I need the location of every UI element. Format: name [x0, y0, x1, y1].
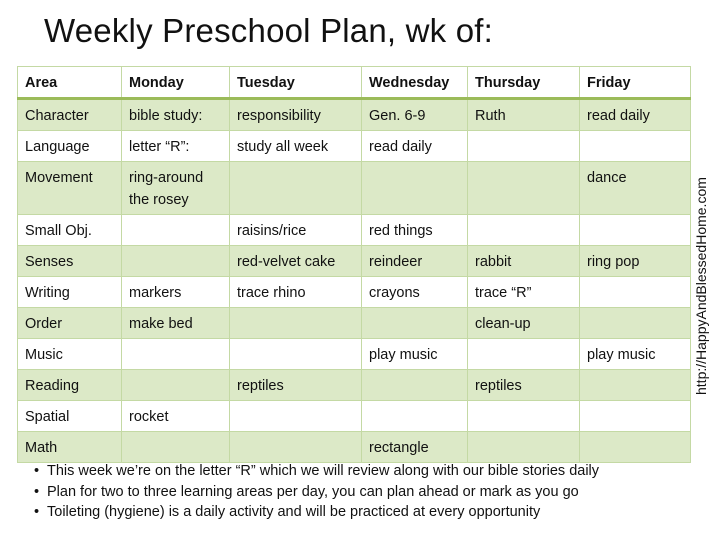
table-row [18, 432, 691, 463]
note-item [34, 461, 599, 482]
plan-cell [230, 401, 362, 432]
plan-cell: make bed [122, 308, 230, 339]
plan-cell: dance [580, 162, 691, 215]
plan-cell: bible study: [122, 99, 230, 131]
plan-cell [230, 308, 362, 339]
column-header: Monday [122, 67, 230, 99]
table-row [18, 99, 691, 131]
note-text: Plan for two to three learning areas per day, you can plan ahead or mark as you go [47, 483, 579, 500]
plan-cell: ring pop [580, 246, 691, 277]
area-cell: Language [18, 131, 122, 162]
plan-cell: crayons [362, 277, 468, 308]
plan-cell [122, 339, 230, 370]
note-text: This week we’re on the letter “R” which we will review along with our bible stories daily [47, 463, 600, 479]
bullet-icon: • [34, 483, 40, 500]
plan-cell [580, 215, 691, 246]
area-cell: Reading [18, 370, 122, 401]
column-header: Wednesday [362, 67, 468, 99]
table-header-row [18, 67, 691, 99]
plan-cell [122, 246, 230, 277]
plan-cell [468, 215, 580, 246]
plan-cell [230, 162, 362, 215]
plan-cell [580, 308, 691, 339]
plan-cell: ring-around the rosey [122, 162, 230, 215]
side-url: http://HappyAndBlessedHome.com [693, 177, 709, 395]
plan-cell: red-velvet cake [230, 246, 362, 277]
plan-cell [230, 339, 362, 370]
plan-cell [468, 162, 580, 215]
plan-cell: rabbit [468, 246, 580, 277]
note-item [34, 502, 599, 523]
area-cell: Movement [18, 162, 122, 215]
note-item [34, 482, 599, 503]
plan-cell: reindeer [362, 246, 468, 277]
plan-cell: trace rhino [230, 277, 362, 308]
plan-cell [122, 215, 230, 246]
bullet-icon: • [34, 504, 40, 520]
column-header: Tuesday [230, 67, 362, 99]
plan-cell [122, 370, 230, 401]
plan-cell: clean-up [468, 308, 580, 339]
plan-cell [122, 432, 230, 463]
plan-cell: letter “R”: [122, 131, 230, 162]
plan-cell: read daily [362, 131, 468, 162]
area-cell: Spatial [18, 401, 122, 432]
area-cell: Character [18, 99, 122, 131]
plan-cell [362, 162, 468, 215]
plan-cell [362, 370, 468, 401]
plan-cell [580, 401, 691, 432]
area-cell: Order [18, 308, 122, 339]
plan-cell [468, 432, 580, 463]
column-header: Friday [580, 67, 691, 99]
table-row [18, 277, 691, 308]
area-cell: Senses [18, 246, 122, 277]
table-row [18, 162, 691, 215]
table-row [18, 401, 691, 432]
plan-cell: markers [122, 277, 230, 308]
area-cell: Math [18, 432, 122, 463]
plan-cell: Gen. 6-9 [362, 99, 468, 131]
table-row [18, 215, 691, 246]
plan-cell: reptiles [468, 370, 580, 401]
plan-cell: read daily [580, 99, 691, 131]
bullet-icon: • [34, 463, 40, 479]
plan-cell [580, 131, 691, 162]
table-row [18, 308, 691, 339]
plan-cell: Ruth [468, 99, 580, 131]
area-cell: Writing [18, 277, 122, 308]
plan-cell: raisins/rice [230, 215, 362, 246]
plan-cell: rectangle [362, 432, 468, 463]
plan-cell [468, 131, 580, 162]
plan-cell [468, 339, 580, 370]
plan-cell: study all week [230, 131, 362, 162]
plan-cell: play music [362, 339, 468, 370]
column-header: Area [18, 67, 122, 99]
plan-cell: trace “R” [468, 277, 580, 308]
area-cell: Music [18, 339, 122, 370]
table-row [18, 246, 691, 277]
plan-cell [362, 401, 468, 432]
table-row [18, 339, 691, 370]
page-title: Weekly Preschool Plan, wk of: [44, 12, 494, 49]
plan-cell: reptiles [230, 370, 362, 401]
plan-cell [362, 308, 468, 339]
plan-cell: rocket [122, 401, 230, 432]
table-row [18, 131, 691, 162]
plan-cell [580, 370, 691, 401]
plan-cell: responsibility [230, 99, 362, 131]
plan-cell: red things [362, 215, 468, 246]
table-row [18, 370, 691, 401]
note-text: Toileting (hygiene) is a daily activity and will be practiced at every opportunity [47, 504, 541, 520]
plan-cell [580, 277, 691, 308]
notes-list [34, 461, 599, 523]
plan-cell [468, 401, 580, 432]
area-cell: Small Obj. [18, 215, 122, 246]
column-header: Thursday [468, 67, 580, 99]
weekly-plan-table [17, 66, 691, 463]
plan-cell [580, 432, 691, 463]
plan-cell [230, 432, 362, 463]
plan-cell: play music [580, 339, 691, 370]
